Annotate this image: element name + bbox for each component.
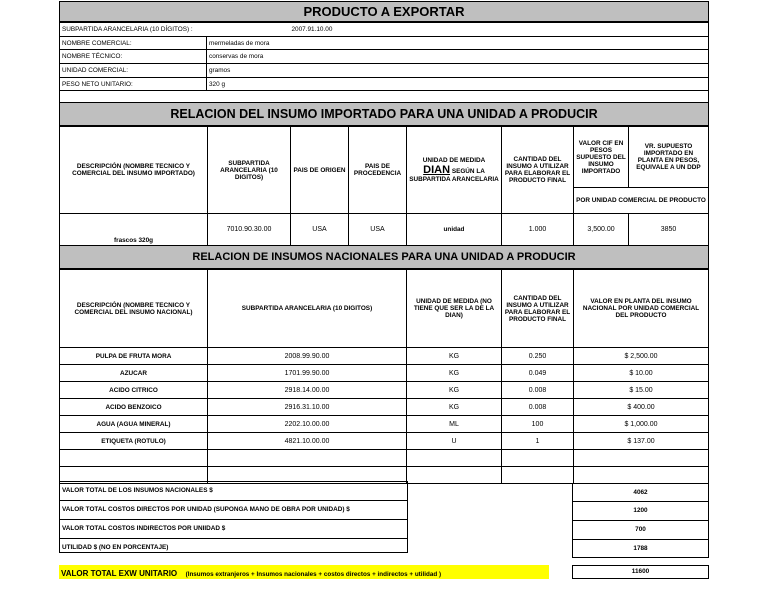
utilidad-value: 1788 bbox=[572, 540, 709, 558]
header-unidad-dian: DIAN bbox=[423, 164, 451, 176]
table-row bbox=[60, 365, 709, 382]
header-procedencia: PAIS DE PROCEDENCIA bbox=[349, 127, 407, 214]
producto-value: 320 g bbox=[207, 78, 709, 91]
exw-detail: (Insumos extranjeros + Insumos nacionales + costos directos + indirectos + utilidad ) bbox=[185, 571, 442, 578]
row-unidad: KG bbox=[407, 399, 502, 416]
row-subpartida: 2202.10.00.00 bbox=[208, 416, 407, 433]
row-unidad: U bbox=[407, 433, 502, 450]
row-subpartida: 2008.99.90.00 bbox=[208, 348, 407, 365]
header-valor: VALOR EN PLANTA DEL INSUMO NACIONAL POR UNIDAD COMERCIAL DEL PRODUCTO bbox=[574, 270, 709, 348]
header-descripcion: DESCRIPCIÓN (NOMBRE TECNICO Y COMERCIAL DEL INSUMO NACIONAL) bbox=[60, 270, 208, 348]
producto-label: NOMBRE TÉCNICO: bbox=[60, 50, 207, 64]
importado-title: RELACION DEL INSUMO IMPORTADO PARA UNA UNIDAD A PRODUCIR bbox=[59, 102, 709, 126]
producto-label: SUBPARTIDA ARANCELARIA (10 DÍGITOS) : bbox=[60, 23, 207, 37]
row-subpartida: 2916.31.10.00 bbox=[208, 399, 407, 416]
total-indirectos-label: VALOR TOTAL COSTOS INDIRECTOS POR UNIIDAD $ bbox=[60, 520, 407, 539]
row-unidad: KG bbox=[407, 365, 502, 382]
header-descripcion: DESCRIPCIÓN (NOMBRE TECNICO Y COMERCIAL DEL INSUMO IMPORTADO) bbox=[60, 127, 208, 214]
row-descripcion: AZUCAR bbox=[60, 365, 208, 382]
table-row bbox=[60, 348, 709, 365]
totales-values-box bbox=[572, 483, 709, 553]
producto-value: gramos bbox=[207, 64, 709, 78]
importado-unidad: unidad bbox=[407, 214, 502, 246]
row-valor: $ 15.00 bbox=[574, 382, 709, 399]
row-cantidad: 0.250 bbox=[502, 348, 574, 365]
nacionales-header-row bbox=[60, 270, 709, 348]
header-subpartida: SUBPARTIDA ARANCELARIA (10 DIGITOS) bbox=[208, 127, 291, 214]
importado-procedencia: USA bbox=[349, 214, 407, 246]
table-row bbox=[60, 382, 709, 399]
total-nacionales-label: VALOR TOTAL DE LOS INSUMOS NACIONALES $ bbox=[60, 482, 407, 501]
total-nacionales-value: 4062 bbox=[572, 483, 709, 502]
row-valor: $ 1,000.00 bbox=[574, 416, 709, 433]
nacionales-table bbox=[59, 269, 709, 484]
producto-row bbox=[60, 37, 709, 50]
row-cantidad: 0.008 bbox=[502, 382, 574, 399]
row-descripcion: ACIDO CITRICO bbox=[60, 382, 208, 399]
header-vr-supuesto: VR. SUPUESTO IMPORTADO EN PLANTA EN PESOS, EQUIVALE A UN DDP bbox=[629, 127, 709, 188]
producto-label: UNIDAD COMERCIAL: bbox=[60, 64, 207, 78]
empty-row bbox=[60, 450, 709, 467]
totales-labels-box bbox=[59, 481, 408, 553]
producto-row bbox=[60, 64, 709, 78]
exw-label: VALOR TOTAL EXW UNITARIO bbox=[61, 569, 178, 578]
importado-cantidad: 1.000 bbox=[502, 214, 574, 246]
header-subpartida: SUBPARTIDA ARANCELARIA (10 DIGITOS) bbox=[208, 270, 407, 348]
row-descripcion: AGUA (AGUA MINERAL) bbox=[60, 416, 208, 433]
header-cantidad: CANTIDAD DEL INSUMO A UTILIZAR PARA ELABORAR EL PRODUCTO FINAL bbox=[502, 270, 574, 348]
exw-bar bbox=[59, 565, 549, 579]
row-cantidad: 0.049 bbox=[502, 365, 574, 382]
table-row bbox=[60, 433, 709, 450]
header-origen: PAIS DE ORIGEN bbox=[291, 127, 349, 214]
total-directos-label: VALOR TOTAL COSTOS DIRECTOS POR UNIDAD (SUPONGA MANO DE OBRA POR UNIDAD) $ bbox=[60, 501, 407, 520]
row-unidad: ML bbox=[407, 416, 502, 433]
row-valor: $ 10.00 bbox=[574, 365, 709, 382]
header-unidad-post: SEGÚN LA SUBPARTIDA ARANCELARIA bbox=[409, 168, 499, 183]
header-unidad bbox=[407, 127, 502, 214]
producto-row bbox=[60, 50, 709, 64]
importado-descripcion: frascos 320g bbox=[60, 214, 208, 246]
row-cantidad: 0.008 bbox=[502, 399, 574, 416]
row-valor: $ 137.00 bbox=[574, 433, 709, 450]
producto-table bbox=[59, 22, 709, 104]
total-indirectos-value: 700 bbox=[572, 521, 709, 540]
importado-row bbox=[60, 214, 709, 246]
row-subpartida: 1701.99.90.00 bbox=[208, 365, 407, 382]
row-descripcion: ETIQUETA (ROTULO) bbox=[60, 433, 208, 450]
importado-valor-cif: 3,500.00 bbox=[574, 214, 629, 246]
header-unidad: UNIDAD DE MEDIDA (NO TIENE QUE SER LA DE LA DIAN) bbox=[407, 270, 502, 348]
row-unidad: KG bbox=[407, 382, 502, 399]
importado-vr-supuesto: 3850 bbox=[629, 214, 709, 246]
total-directos-value: 1200 bbox=[572, 502, 709, 521]
header-cantidad: CANTIDAD DEL INSUMO A UTILIZAR PARA ELABORAR EL PRODUCTO FINAL bbox=[502, 127, 574, 214]
producto-row bbox=[60, 78, 709, 91]
producto-label: NOMBRE COMERCIAL: bbox=[60, 37, 207, 50]
header-unidad-pre: UNIDAD DE MEDIDA bbox=[422, 157, 486, 164]
producto-label: PESO NETO UNITARIO: bbox=[60, 78, 207, 91]
nacionales-title: RELACION DE INSUMOS NACIONALES PARA UNA UNIDAD A PRODUCIR bbox=[59, 245, 709, 269]
producto-value: 2007.91.10.00 bbox=[290, 23, 709, 37]
row-descripcion: PULPA DE FRUTA MORA bbox=[60, 348, 208, 365]
row-subpartida: 4821.10.00.00 bbox=[208, 433, 407, 450]
exw-value: 11600 bbox=[572, 565, 709, 579]
row-cantidad: 1 bbox=[502, 433, 574, 450]
row-subpartida: 2918.14.00.00 bbox=[208, 382, 407, 399]
importado-header-row bbox=[60, 127, 709, 188]
utilidad-label: UTILIDAD $ (NO EN PORCENTAJE) bbox=[62, 544, 169, 551]
row-valor: $ 2,500.00 bbox=[574, 348, 709, 365]
row-descripcion: ACIDO BENZOICO bbox=[60, 399, 208, 416]
producto-value: mermeladas de mora bbox=[207, 37, 709, 50]
importado-origen: USA bbox=[291, 214, 349, 246]
producto-value: conservas de mora bbox=[207, 50, 709, 64]
table-row bbox=[60, 416, 709, 433]
table-row bbox=[60, 399, 709, 416]
producto-row bbox=[60, 23, 709, 37]
header-valor-cif: VALOR CIF EN PESOS SUPUESTO DEL INSUMO IMPORTADO bbox=[574, 127, 629, 188]
row-unidad: KG bbox=[407, 348, 502, 365]
importado-subpartida: 7010.90.30.00 bbox=[208, 214, 291, 246]
header-por-unidad: POR UNIDAD COMERCIAL DE PRODUCTO bbox=[574, 188, 709, 214]
row-valor: $ 400.00 bbox=[574, 399, 709, 416]
row-cantidad: 100 bbox=[502, 416, 574, 433]
producto-title: PRODUCTO A EXPORTAR bbox=[59, 1, 709, 22]
importado-table bbox=[59, 126, 709, 246]
